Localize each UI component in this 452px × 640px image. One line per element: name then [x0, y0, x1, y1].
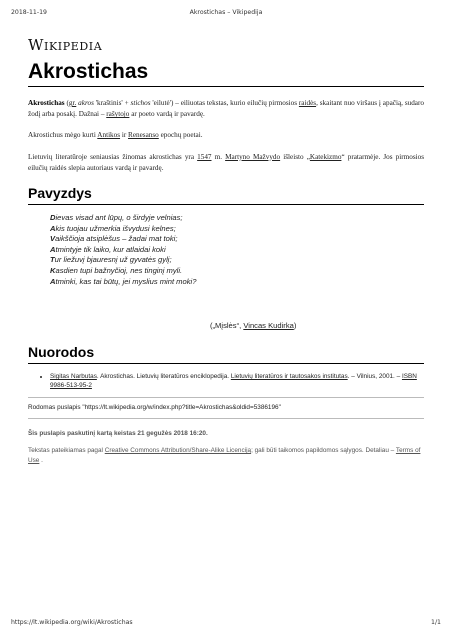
para3-text-3: išleisto „ — [280, 152, 310, 161]
para2-text-3: epochų poetai. — [158, 131, 203, 140]
poem-source-close: ) — [293, 321, 297, 330]
intro-text-2: , skaitant nuo viršaus į apačią, sudaro žodį arba posakį. Dažnai – — [28, 99, 424, 119]
reference-item — [50, 372, 424, 390]
print-footer — [11, 619, 441, 629]
acrostic-poem — [50, 213, 196, 287]
link-antikos[interactable]: Antikos — [97, 131, 121, 140]
link-terms-of-use[interactable]: Terms of Use — [28, 447, 421, 464]
link-katekizmas[interactable]: Katekizmo — [309, 152, 342, 161]
print-page-number: 1/1 — [431, 619, 441, 626]
poem-line-text: tminki, kas tai būtų, jei myslius mint moki? — [55, 276, 197, 286]
paragraph-2 — [28, 130, 424, 141]
poem-line-text: aikščioja atsiplėšus – žadai mat toki; — [55, 234, 178, 244]
section-heading-example: Pavyzdys — [28, 185, 92, 201]
title-divider — [28, 86, 424, 87]
wikipedia-logo[interactable]: Wikipedia — [28, 36, 103, 54]
reference-text-2: . – Vilnius, 2001. – — [347, 373, 402, 380]
etym-stichos: stichos — [130, 99, 151, 107]
para3-text-4: “ pratarmėje. Jos pirmosios eilučių raidės slepia autoriaus vardą ir pavardę. — [28, 152, 425, 172]
last-modified: Šis puslapis paskutinį kartą keistas 21 gegužės 2018 16:20. — [28, 430, 208, 437]
reference-text: . Akrostichas. Lietuvių literatūros enciklopedija. — [96, 373, 231, 380]
license-text: Tekstas pateikiamas pagal — [28, 447, 105, 454]
license-notice — [28, 446, 424, 465]
poem-line-text: kis tuojau užmerkia išvydusi kelnes; — [55, 223, 176, 233]
link-renesanso[interactable]: Renesanso — [128, 131, 159, 140]
para3-text-2: m. — [211, 152, 226, 161]
print-url: https://lt.wikipedia.org/wiki/Akrostichas — [11, 619, 133, 626]
print-header — [11, 9, 441, 19]
poem-line — [50, 277, 196, 288]
link-isbn[interactable]: ISBN 9986-513-95-2 — [50, 373, 417, 390]
print-title: Akrostichas – Vikipedija — [189, 9, 263, 16]
para2-text-2: ir — [120, 131, 129, 140]
intro-text: ( — [64, 99, 69, 107]
license-text-3: . — [39, 456, 43, 464]
link-greek[interactable]: gr. — [68, 99, 77, 107]
section-heading-links: Nuorodos — [28, 344, 95, 360]
intro-paragraph — [28, 98, 424, 120]
footer-divider — [28, 397, 424, 398]
intro-text-3: ar poeto vardą ir pavardę. — [129, 110, 205, 119]
poem-line — [50, 266, 196, 277]
etym-akros-gloss: 'kraštinis' + — [93, 99, 131, 107]
poem-line-text: ur liežuvį bjauresnį už gyvatės gylį; — [54, 255, 172, 265]
etym-akros: akros — [76, 99, 94, 107]
paragraph-3 — [28, 152, 424, 174]
poem-line-initial: T — [50, 255, 55, 265]
link-cc-license[interactable]: Creative Commons Attribution/Share-Alike Licenciją — [104, 447, 252, 454]
retrieved-from: Rodomas puslapis "https://lt.wikipedia.org/w/index.php?title=Akrostichas&oldid=5386196" — [28, 404, 281, 411]
poem-line-initial: A — [50, 244, 56, 254]
para3-text: Lietuvių literatūroje seniausias žinomas akrostichas yra — [28, 152, 198, 161]
reference-list — [42, 372, 424, 390]
poem-line-text: asdien tupi bažnyčioj, nes tinginį myli. — [55, 265, 183, 275]
poem-line-text: ievas visad ant lūpų, o širdyje velnias; — [55, 213, 183, 222]
poem-line-initial: A — [50, 223, 56, 233]
poem-line-initial: D — [50, 213, 56, 222]
link-llti[interactable]: Lietuvių literatūros ir tautosakos institutas — [230, 373, 348, 380]
print-date: 2018-11-19 — [11, 9, 47, 16]
link-raides[interactable]: raidės — [298, 99, 317, 107]
poem-source-text: („Mįslės“, — [210, 321, 244, 330]
link-1547[interactable]: 1547 — [197, 152, 212, 161]
poem-line-initial: A — [50, 276, 56, 286]
poem-line-initial: K — [50, 265, 56, 275]
footer-divider-2 — [28, 418, 424, 419]
poem-line — [50, 234, 196, 245]
link-rasytojo[interactable]: rašytojo — [106, 110, 130, 119]
intro-term: Akrostichas — [28, 99, 65, 107]
poem-line — [50, 255, 196, 266]
poem-line — [50, 213, 196, 224]
poem-line-text: tmintyje tik laiko, kur atlaidai koki — [55, 244, 166, 254]
link-mazvydas[interactable]: Martyno Mažvydo — [225, 152, 281, 161]
section-divider-links — [28, 363, 424, 364]
section-divider-example — [28, 204, 424, 205]
license-text-2: ; gali būti taikomos papildomos sąlygos. Detaliau – — [251, 447, 396, 454]
poem-line — [50, 245, 196, 256]
etym-stichos-gloss: 'eilutė') – eiliuotas tekstas, kurio eilučių pirmosios — [150, 99, 299, 107]
link-kudirka[interactable]: Vincas Kudirka — [243, 321, 294, 330]
page-title: Akrostichas — [28, 60, 149, 83]
para2-text: Akrostichus mėgo kurti — [28, 131, 98, 140]
link-narbutas[interactable]: Sigitas Narbutas — [50, 373, 97, 380]
article-body — [28, 98, 424, 184]
poem-line-initial: V — [50, 234, 56, 244]
poem-line — [50, 224, 196, 235]
poem-source — [210, 321, 296, 330]
